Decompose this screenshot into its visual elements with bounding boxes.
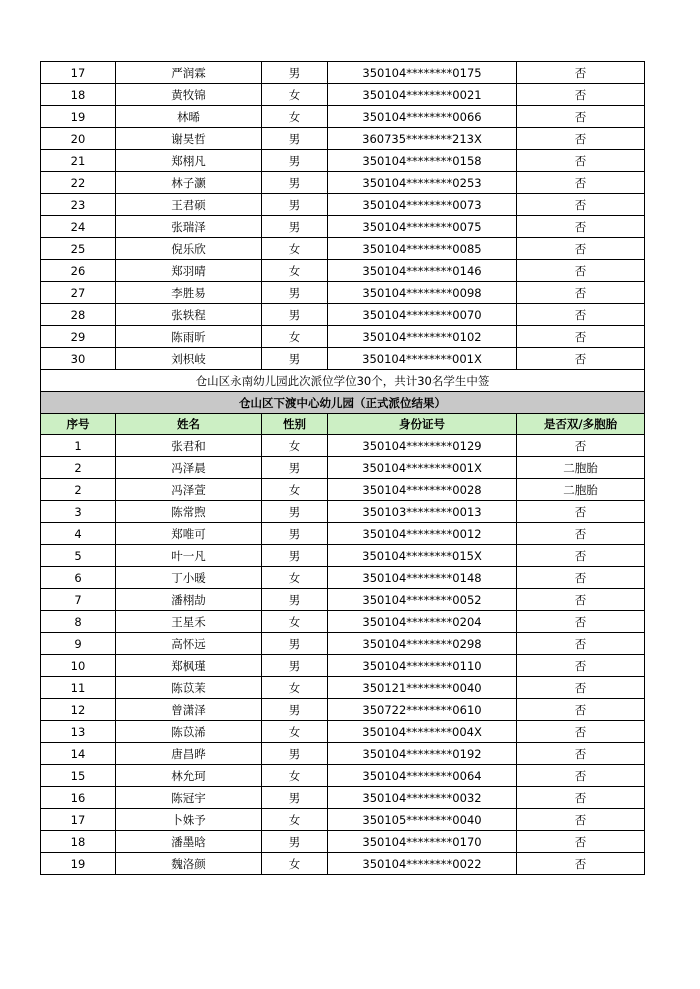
table-row <box>41 699 645 721</box>
cell-id: 350104********0298 <box>328 633 517 655</box>
cell-no: 17 <box>41 62 116 84</box>
table-row <box>41 743 645 765</box>
cell-multi: 否 <box>517 282 645 304</box>
table-row <box>41 238 645 260</box>
cell-name: 张轶程 <box>116 304 262 326</box>
cell-name: 冯泽萱 <box>116 479 262 501</box>
cell-gender: 男 <box>262 457 328 479</box>
cell-id: 350104********0102 <box>328 326 517 348</box>
cell-no: 19 <box>41 106 116 128</box>
cell-id: 350104********0253 <box>328 172 517 194</box>
table-row <box>41 589 645 611</box>
cell-no: 24 <box>41 216 116 238</box>
cell-name: 林子灏 <box>116 172 262 194</box>
table-row <box>41 787 645 809</box>
cell-multi: 否 <box>517 809 645 831</box>
cell-name: 陈常煦 <box>116 501 262 523</box>
cell-no: 21 <box>41 150 116 172</box>
table-row <box>41 655 645 677</box>
cell-name: 李胜易 <box>116 282 262 304</box>
cell-id: 350104********0052 <box>328 589 517 611</box>
cell-no: 15 <box>41 765 116 787</box>
cell-multi: 否 <box>517 106 645 128</box>
section-title-row <box>41 392 645 414</box>
cell-multi: 二胞胎 <box>517 457 645 479</box>
cell-name: 张瑞泽 <box>116 216 262 238</box>
cell-multi: 否 <box>517 128 645 150</box>
cell-no: 10 <box>41 655 116 677</box>
cell-id: 350104********0129 <box>328 435 517 457</box>
cell-gender: 男 <box>262 194 328 216</box>
cell-gender: 男 <box>262 128 328 150</box>
summary-row <box>41 370 645 392</box>
cell-no: 23 <box>41 194 116 216</box>
table-row <box>41 677 645 699</box>
cell-id: 350104********0170 <box>328 831 517 853</box>
cell-id: 350104********0148 <box>328 567 517 589</box>
cell-id: 350104********0028 <box>328 479 517 501</box>
cell-no: 14 <box>41 743 116 765</box>
cell-no: 12 <box>41 699 116 721</box>
cell-gender: 女 <box>262 809 328 831</box>
cell-gender: 女 <box>262 435 328 457</box>
cell-no: 2 <box>41 457 116 479</box>
cell-id: 350104********0021 <box>328 84 517 106</box>
cell-gender: 男 <box>262 523 328 545</box>
cell-id: 350104********001X <box>328 348 517 370</box>
cell-multi: 否 <box>517 150 645 172</box>
cell-multi: 否 <box>517 589 645 611</box>
cell-gender: 女 <box>262 567 328 589</box>
table-row <box>41 326 645 348</box>
cell-name: 丁小暖 <box>116 567 262 589</box>
header-id: 身份证号 <box>328 414 517 435</box>
cell-id: 350103********0013 <box>328 501 517 523</box>
cell-gender: 男 <box>262 348 328 370</box>
cell-id: 350104********0022 <box>328 853 517 875</box>
summary-text: 仓山区永南幼儿园此次派位学位30个，共计30名学生中签 <box>41 370 645 392</box>
table-row <box>41 435 645 457</box>
cell-multi: 否 <box>517 655 645 677</box>
cell-gender: 女 <box>262 326 328 348</box>
cell-gender: 男 <box>262 831 328 853</box>
table-row <box>41 260 645 282</box>
cell-no: 17 <box>41 809 116 831</box>
cell-gender: 男 <box>262 633 328 655</box>
cell-id: 350104********0146 <box>328 260 517 282</box>
cell-gender: 男 <box>262 787 328 809</box>
cell-no: 2 <box>41 479 116 501</box>
cell-name: 王星禾 <box>116 611 262 633</box>
cell-gender: 男 <box>262 545 328 567</box>
cell-no: 30 <box>41 348 116 370</box>
cell-gender: 男 <box>262 216 328 238</box>
cell-name: 郑羽晴 <box>116 260 262 282</box>
cell-name: 郑栩凡 <box>116 150 262 172</box>
cell-no: 22 <box>41 172 116 194</box>
cell-id: 350104********0085 <box>328 238 517 260</box>
table-row <box>41 831 645 853</box>
cell-name: 张君和 <box>116 435 262 457</box>
table-row <box>41 216 645 238</box>
cell-no: 9 <box>41 633 116 655</box>
cell-id: 350722********0610 <box>328 699 517 721</box>
table-row <box>41 523 645 545</box>
cell-gender: 女 <box>262 479 328 501</box>
cell-no: 11 <box>41 677 116 699</box>
cell-multi: 否 <box>517 765 645 787</box>
cell-multi: 否 <box>517 611 645 633</box>
cell-name: 陈雨昕 <box>116 326 262 348</box>
cell-name: 卜姝予 <box>116 809 262 831</box>
cell-multi: 否 <box>517 721 645 743</box>
cell-no: 18 <box>41 831 116 853</box>
cell-multi: 否 <box>517 523 645 545</box>
table-row <box>41 501 645 523</box>
table-row <box>41 62 645 84</box>
cell-no: 1 <box>41 435 116 457</box>
cell-name: 唐昌晔 <box>116 743 262 765</box>
cell-name: 潘墨晗 <box>116 831 262 853</box>
cell-no: 25 <box>41 238 116 260</box>
cell-id: 350104********0012 <box>328 523 517 545</box>
cell-name: 曾潇泽 <box>116 699 262 721</box>
cell-multi: 否 <box>517 567 645 589</box>
cell-name: 魏洛颜 <box>116 853 262 875</box>
cell-name: 陈冠宇 <box>116 787 262 809</box>
header-name: 姓名 <box>116 414 262 435</box>
cell-id: 350104********001X <box>328 457 517 479</box>
cell-id: 350104********0110 <box>328 655 517 677</box>
cell-name: 陈苡浠 <box>116 721 262 743</box>
cell-multi: 否 <box>517 743 645 765</box>
cell-id: 350105********0040 <box>328 809 517 831</box>
cell-no: 26 <box>41 260 116 282</box>
cell-id: 350121********0040 <box>328 677 517 699</box>
cell-gender: 男 <box>262 62 328 84</box>
cell-name: 刘枳岐 <box>116 348 262 370</box>
cell-no: 6 <box>41 567 116 589</box>
cell-gender: 男 <box>262 304 328 326</box>
section2-body <box>41 435 645 875</box>
table-row <box>41 853 645 875</box>
cell-name: 郑枫瑾 <box>116 655 262 677</box>
cell-name: 黄牧锦 <box>116 84 262 106</box>
table-row <box>41 721 645 743</box>
cell-id: 350104********0066 <box>328 106 517 128</box>
table-row <box>41 611 645 633</box>
cell-gender: 女 <box>262 677 328 699</box>
cell-name: 潘栩劼 <box>116 589 262 611</box>
cell-multi: 否 <box>517 194 645 216</box>
cell-id: 350104********0073 <box>328 194 517 216</box>
table-row <box>41 150 645 172</box>
cell-id: 350104********0158 <box>328 150 517 172</box>
table-row <box>41 304 645 326</box>
cell-name: 林允珂 <box>116 765 262 787</box>
cell-multi: 否 <box>517 633 645 655</box>
cell-multi: 否 <box>517 435 645 457</box>
cell-id: 350104********015X <box>328 545 517 567</box>
cell-no: 29 <box>41 326 116 348</box>
cell-no: 13 <box>41 721 116 743</box>
table-row <box>41 567 645 589</box>
table-row <box>41 194 645 216</box>
cell-multi: 否 <box>517 787 645 809</box>
cell-name: 王君硕 <box>116 194 262 216</box>
table-row <box>41 348 645 370</box>
cell-no: 20 <box>41 128 116 150</box>
cell-multi: 否 <box>517 831 645 853</box>
cell-id: 350104********0070 <box>328 304 517 326</box>
cell-name: 高怀远 <box>116 633 262 655</box>
table-row <box>41 809 645 831</box>
table-row <box>41 172 645 194</box>
cell-name: 林晞 <box>116 106 262 128</box>
cell-no: 7 <box>41 589 116 611</box>
cell-multi: 否 <box>517 216 645 238</box>
cell-multi: 否 <box>517 326 645 348</box>
cell-gender: 男 <box>262 655 328 677</box>
cell-id: 350104********0204 <box>328 611 517 633</box>
cell-id: 360735********213X <box>328 128 517 150</box>
cell-gender: 女 <box>262 853 328 875</box>
table-row <box>41 84 645 106</box>
cell-multi: 否 <box>517 304 645 326</box>
cell-gender: 男 <box>262 172 328 194</box>
cell-gender: 男 <box>262 699 328 721</box>
table-row <box>41 282 645 304</box>
cell-no: 3 <box>41 501 116 523</box>
cell-no: 19 <box>41 853 116 875</box>
cell-gender: 女 <box>262 84 328 106</box>
cell-name: 叶一凡 <box>116 545 262 567</box>
cell-multi: 否 <box>517 260 645 282</box>
cell-no: 5 <box>41 545 116 567</box>
cell-multi: 否 <box>517 238 645 260</box>
cell-gender: 女 <box>262 721 328 743</box>
cell-name: 谢昊哲 <box>116 128 262 150</box>
header-no: 序号 <box>41 414 116 435</box>
cell-name: 冯泽晨 <box>116 457 262 479</box>
cell-multi: 否 <box>517 699 645 721</box>
cell-gender: 女 <box>262 238 328 260</box>
table-row <box>41 765 645 787</box>
cell-id: 350104********0032 <box>328 787 517 809</box>
header-row <box>41 414 645 435</box>
cell-name: 陈苡茉 <box>116 677 262 699</box>
cell-gender: 男 <box>262 743 328 765</box>
cell-multi: 否 <box>517 172 645 194</box>
cell-gender: 女 <box>262 106 328 128</box>
cell-multi: 否 <box>517 348 645 370</box>
cell-id: 350104********0098 <box>328 282 517 304</box>
cell-no: 4 <box>41 523 116 545</box>
cell-id: 350104********0064 <box>328 765 517 787</box>
cell-gender: 男 <box>262 589 328 611</box>
cell-gender: 女 <box>262 611 328 633</box>
table-row <box>41 633 645 655</box>
cell-multi: 否 <box>517 545 645 567</box>
cell-no: 8 <box>41 611 116 633</box>
table-row <box>41 106 645 128</box>
table-row <box>41 128 645 150</box>
table-row <box>41 545 645 567</box>
cell-name: 倪乐欣 <box>116 238 262 260</box>
cell-id: 350104********0175 <box>328 62 517 84</box>
cell-multi: 否 <box>517 677 645 699</box>
cell-no: 27 <box>41 282 116 304</box>
table-row <box>41 457 645 479</box>
cell-name: 郑唯可 <box>116 523 262 545</box>
cell-gender: 男 <box>262 150 328 172</box>
cell-id: 350104********0075 <box>328 216 517 238</box>
cell-gender: 女 <box>262 765 328 787</box>
cell-multi: 否 <box>517 501 645 523</box>
cell-multi: 否 <box>517 84 645 106</box>
cell-name: 严润霖 <box>116 62 262 84</box>
cell-gender: 男 <box>262 282 328 304</box>
section1-body <box>41 62 645 370</box>
placement-results-table <box>40 61 645 875</box>
cell-id: 350104********0192 <box>328 743 517 765</box>
cell-gender: 女 <box>262 260 328 282</box>
header-multi: 是否双/多胞胎 <box>517 414 645 435</box>
header-gender: 性别 <box>262 414 328 435</box>
table-row <box>41 479 645 501</box>
cell-multi: 否 <box>517 62 645 84</box>
section-title: 仓山区下渡中心幼儿园（正式派位结果） <box>41 392 645 414</box>
cell-gender: 男 <box>262 501 328 523</box>
cell-no: 28 <box>41 304 116 326</box>
cell-multi: 二胞胎 <box>517 479 645 501</box>
cell-no: 18 <box>41 84 116 106</box>
cell-no: 16 <box>41 787 116 809</box>
cell-multi: 否 <box>517 853 645 875</box>
cell-id: 350104********004X <box>328 721 517 743</box>
